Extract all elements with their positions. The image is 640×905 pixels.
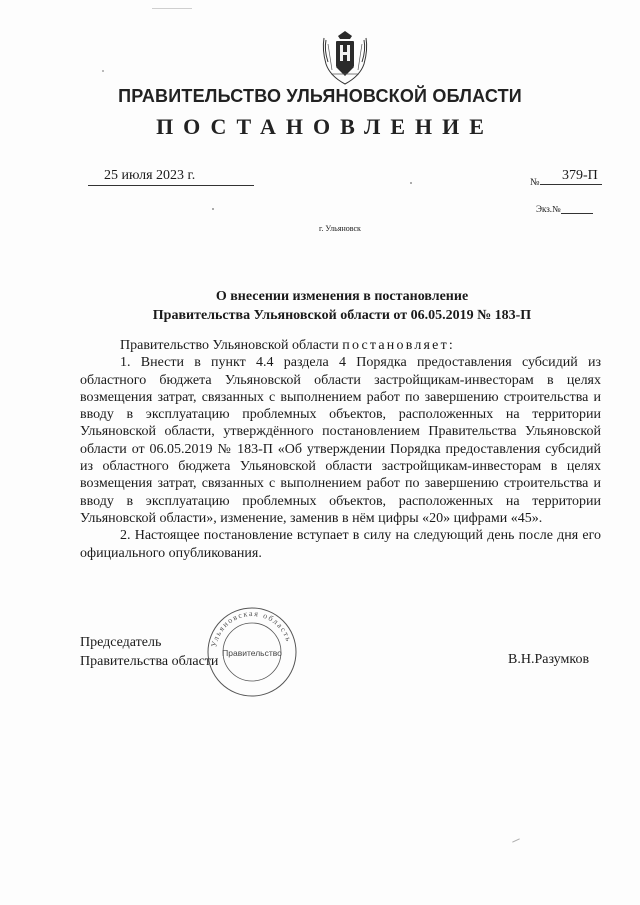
signatory-title-line-2: Правительства области — [80, 654, 219, 669]
intro-text: Правительство Ульяновской области — [120, 338, 343, 353]
signatory-title — [80, 633, 218, 671]
svg-text:Правительство: Правительство — [222, 648, 282, 658]
official-seal-stamp — [206, 606, 298, 698]
document-date: 25 июля 2023 г. — [88, 168, 254, 186]
coat-of-arms-emblem — [318, 30, 372, 88]
document-subject — [0, 287, 640, 325]
signatory-title-line-1: Председатель — [80, 635, 162, 650]
subject-line-1: О внесении изменения в постановление — [215, 289, 469, 304]
scan-speck — [512, 838, 520, 842]
scan-speck — [102, 70, 104, 72]
subject-line-2: Правительства Ульяновской области от 06.05.2019 № 183-П — [152, 308, 532, 323]
scan-speck — [152, 8, 192, 9]
signatory-name: В.Н.Разумков — [508, 652, 590, 667]
copy-number-field — [536, 204, 602, 214]
paragraph-2: 2. Настоящее постановление вступает в силу на следующий день после дня его официального опубликования. — [80, 528, 601, 561]
city-name: г. Ульяновск — [319, 224, 361, 233]
document-type-heading: ПОСТАНОВЛЕНИЕ — [156, 114, 494, 139]
government-title: ПРАВИТЕЛЬСТВО УЛЬЯНОВСКОЙ ОБЛАСТИ — [118, 86, 522, 106]
copy-number-line — [561, 213, 593, 214]
scan-speck — [212, 208, 214, 210]
intro-paragraph — [80, 337, 601, 354]
number-sign: № — [530, 177, 540, 188]
document-number: 379-П — [540, 168, 602, 185]
copy-number-label: Экз.№ — [536, 204, 561, 214]
intro-resolves-word: постановляет: — [342, 338, 455, 353]
scan-speck — [410, 182, 412, 184]
paragraph-1: 1. Внести в пункт 4.4 раздела 4 Порядка предоставления субсидий из областного бюджета Ульяновской области застройщикам-инвесторам в целях возмещения затрат, связанных с выполнением работ по завершению строительства и вводу в эксплуатацию проблемных объектов, расположенных на территории Ульяновской области, утверждённого постановлением Правительства Ульяновской области от 06.05.2019 № 183-П «Об утверждении Порядка предоставления субсидий из областного бюджета Ульяновской области застройщикам-инвесторам в целях возмещения затрат, связанных с выполнением работ по завершению строительства и вводу в эксплуатацию проблемных объектов, расположенных на территории Ульяновской области», изменение, заменив в нём цифры «20» цифрами «45». — [80, 355, 601, 526]
document-body — [80, 337, 601, 562]
svg-text:Ульяновская область: Ульяновская область — [209, 608, 294, 648]
